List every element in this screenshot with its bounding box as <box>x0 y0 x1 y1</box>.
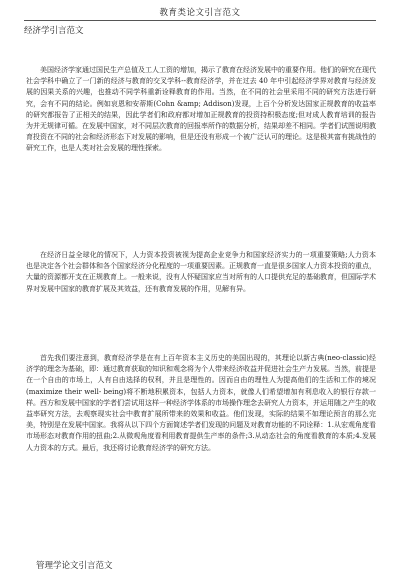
document-subtitle: 经济学引言范文 <box>24 26 84 36</box>
body-paragraph-1: 美国经济学家通过国民生产总值及工人工资的增加，揭示了教育在经济发展中的重要作用。他们的研究在现代社会学科中确立了一门新的经济与教育的交叉学科--教育经济学，并在过去 40 年中引起经济学界对教育与经济发展的因果关系的兴趣，也推动不同学科重新诠释教育的作用。当然，在不同的社会里采用不同的研究方法进行研究，会有不同的结论。例如哀恩和安蒂斯(Cohn &amp; Addison)发现，上百个分析发达国家正规教育的收益率的研究都报告了正相关的结果，因此学者们和政府都对增加正规教育的投资持积极态度;但对成人教育培训的报告为并无规律可循。在发展中国家，对不同层次教育的回报率所作的数据分析，结果却差不相同。学者们试图说明教育投资在不同的社会和经济形态下对发展的影响，但是还没有形成一个被广泛认可的理论。这是极其富有挑战性的研究工作，也是人类对社会发展的理性探索。 <box>26 66 376 153</box>
footer-label: 管理学论文引言范文 <box>36 561 113 571</box>
header-divider <box>24 20 376 21</box>
document-title: 教育类论文引言范文 <box>159 8 241 18</box>
body-paragraph-2: 在经济日益全球化的情况下，人力资本投资被视为提高企业竞争力和国家经济实力的一项重要策略;人力资本也是决定各个社会群体和各个国家经济分化程度的一项重要因素。正规教育一直是很多国家人力资本投资的重点，大量的资源都开支在正规教育上。一般来说，没有人怀疑国家应当对所有的人口提供充足的基础教育，但国际学术界对发展中国家的教育扩展及其效益，还有教育发展的作用，见解有异。 <box>26 251 376 293</box>
body-paragraph-3: 首先我们要注意到，教育经济学是在有上百年资本主义历史的美国出现的，其理论以新古典(neo-classic)经济学的理念为基础，即：通过教育获取的知识和观念将为个人带来经济收益并促进社会生产力发展。当然，前提是在一个自由的市场上，人有自由选择的权利，并且是理性的。因而自由的理性人为提高他们的生活和工作的境况(maximize their well- being)将不断地积累资本，包括人力资本，就像人们希望增加有利息收入的银行存款一样。西方和发展中国家的学者们尝试用这样一种经济学体系的市场操作理念去研究人力资本，并运用随之产生的收益率研究方法，去观察现实社会中教育扩展所带来的效果和收益。他们发现，实际的结果不如理论预言的那么完美，特别是在发展中国家。我将从以下四个方面简述学者们发现的问题及对教育功能的不同诠释：1.从宏观角度看市场形态对教育作用的扭曲;2.从微观角度看利用教育提供生产率的条件;3.从动态社会的角度看教育的本质;4.发展人力资本的方式。最后，我还将讨论教育经济学的研究方法。 <box>26 354 376 452</box>
